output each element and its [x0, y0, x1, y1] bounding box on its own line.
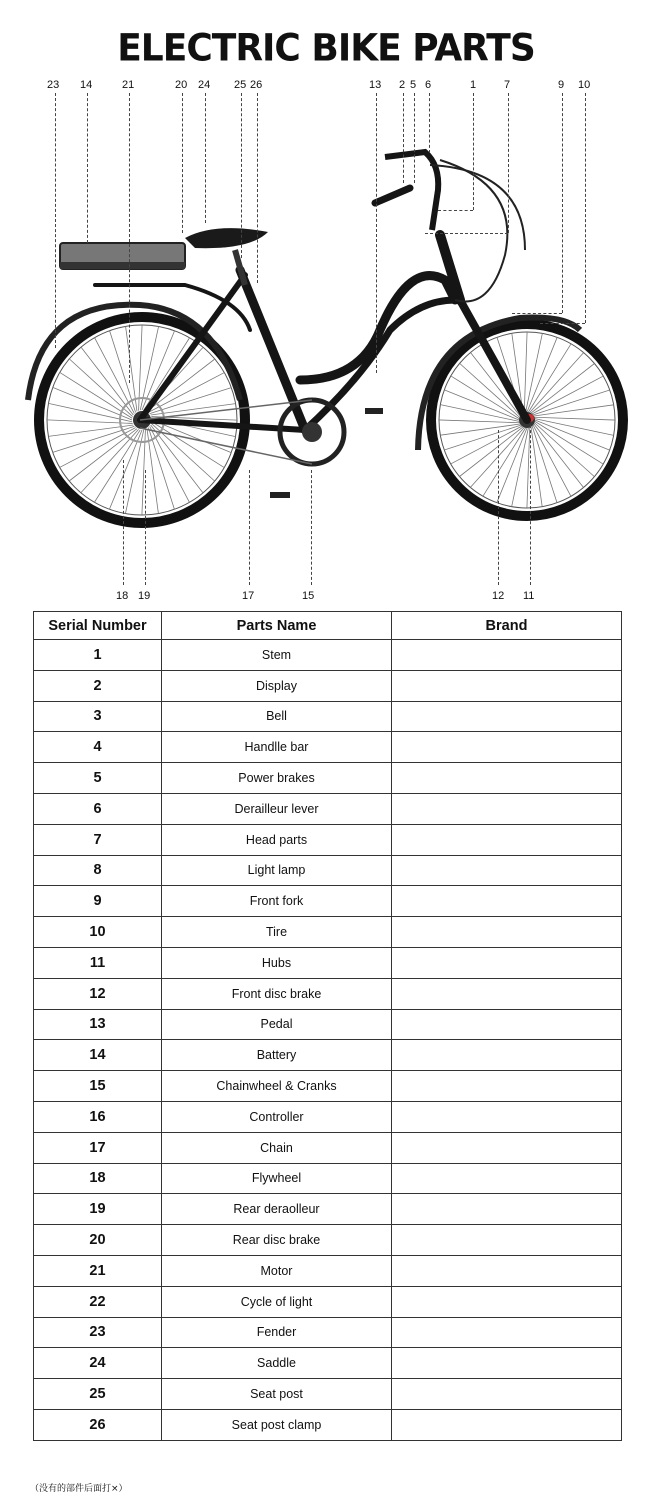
table-row	[34, 978, 622, 1009]
serial-number-cell: 12	[34, 978, 162, 1009]
table-row	[34, 1132, 622, 1163]
table-row	[34, 917, 622, 948]
part-name-cell: Hubs	[162, 947, 392, 978]
table-row	[34, 1101, 622, 1132]
label-24: 24	[198, 79, 211, 91]
brand-cell[interactable]	[392, 732, 622, 763]
label-7: 7	[504, 79, 511, 91]
part-name-cell: Chainwheel & Cranks	[162, 1071, 392, 1102]
table-row	[34, 1317, 622, 1348]
serial-number-cell: 9	[34, 886, 162, 917]
serial-number-cell: 13	[34, 1009, 162, 1040]
page-title: ELECTRIC BIKE PARTS	[117, 26, 535, 71]
table-row	[34, 1163, 622, 1194]
table-row	[34, 793, 622, 824]
table-row	[34, 1409, 622, 1440]
serial-number-cell: 18	[34, 1163, 162, 1194]
serial-number-cell: 10	[34, 917, 162, 948]
table-row	[34, 1009, 622, 1040]
serial-number-cell: 17	[34, 1132, 162, 1163]
serial-number-cell: 11	[34, 947, 162, 978]
serial-number-cell: 8	[34, 855, 162, 886]
part-name-cell: Fender	[162, 1317, 392, 1348]
part-name-cell: Front fork	[162, 886, 392, 917]
serial-number-cell: 1	[34, 640, 162, 671]
table-row	[34, 1379, 622, 1410]
part-name-cell: Tire	[162, 917, 392, 948]
brand-cell[interactable]	[392, 1040, 622, 1071]
part-name-cell: Battery	[162, 1040, 392, 1071]
brand-cell[interactable]	[392, 855, 622, 886]
brand-cell[interactable]	[392, 1132, 622, 1163]
label-25: 25	[234, 79, 247, 91]
serial-number-cell: 7	[34, 824, 162, 855]
label-18: 18	[116, 590, 129, 602]
label-14: 14	[80, 79, 93, 91]
header-brand: Brand	[392, 612, 622, 640]
brand-cell[interactable]	[392, 763, 622, 794]
label-1: 1	[470, 79, 477, 91]
label-5: 5	[410, 79, 417, 91]
label-21: 21	[122, 79, 135, 91]
brand-cell[interactable]	[392, 947, 622, 978]
brand-cell[interactable]	[392, 978, 622, 1009]
part-name-cell: Derailleur lever	[162, 793, 392, 824]
brand-cell[interactable]	[392, 917, 622, 948]
table-row	[34, 1040, 622, 1071]
serial-number-cell: 20	[34, 1225, 162, 1256]
table-header-row	[34, 612, 622, 640]
part-name-cell: Stem	[162, 640, 392, 671]
serial-number-cell: 26	[34, 1409, 162, 1440]
table-row	[34, 1348, 622, 1379]
part-name-cell: Pedal	[162, 1009, 392, 1040]
serial-number-cell: 2	[34, 670, 162, 701]
part-name-cell: Light lamp	[162, 855, 392, 886]
table-row	[34, 640, 622, 671]
part-name-cell: Bell	[162, 701, 392, 732]
brand-cell[interactable]	[392, 1255, 622, 1286]
table-row	[34, 1071, 622, 1102]
table-row	[34, 886, 622, 917]
label-6: 6	[425, 79, 432, 91]
brand-cell[interactable]	[392, 824, 622, 855]
serial-number-cell: 16	[34, 1101, 162, 1132]
brand-cell[interactable]	[392, 1071, 622, 1102]
serial-number-cell: 25	[34, 1379, 162, 1410]
serial-number-cell: 19	[34, 1194, 162, 1225]
brand-cell[interactable]	[392, 1225, 622, 1256]
part-name-cell: Cycle of light	[162, 1286, 392, 1317]
brand-cell[interactable]	[392, 1409, 622, 1440]
label-11: 11	[523, 590, 535, 602]
label-17: 17	[242, 590, 255, 602]
brand-cell[interactable]	[392, 1379, 622, 1410]
table-row	[34, 947, 622, 978]
serial-number-cell: 5	[34, 763, 162, 794]
part-name-cell: Handlle bar	[162, 732, 392, 763]
part-name-cell: Power brakes	[162, 763, 392, 794]
serial-number-cell: 24	[34, 1348, 162, 1379]
brand-cell[interactable]	[392, 793, 622, 824]
serial-number-cell: 23	[34, 1317, 162, 1348]
label-12: 12	[492, 590, 505, 602]
label-2: 2	[399, 79, 406, 91]
table-row	[34, 824, 622, 855]
label-26: 26	[250, 79, 263, 91]
serial-number-cell: 14	[34, 1040, 162, 1071]
table-row	[34, 1286, 622, 1317]
saddle	[185, 228, 268, 248]
bike-diagram	[0, 0, 652, 600]
part-name-cell: Chain	[162, 1132, 392, 1163]
label-10: 10	[578, 79, 591, 91]
serial-number-cell: 6	[34, 793, 162, 824]
table-row	[34, 1225, 622, 1256]
part-name-cell: Motor	[162, 1255, 392, 1286]
label-9: 9	[558, 79, 565, 91]
table-row	[34, 1255, 622, 1286]
footnote: （没有的部件后面打×）	[30, 1484, 128, 1494]
label-20: 20	[175, 79, 188, 91]
part-name-cell: Flywheel	[162, 1163, 392, 1194]
brand-cell[interactable]	[392, 1009, 622, 1040]
label-23: 23	[47, 79, 60, 91]
part-name-cell: Front disc brake	[162, 978, 392, 1009]
table-row	[34, 701, 622, 732]
serial-number-cell: 3	[34, 701, 162, 732]
brand-cell[interactable]	[392, 670, 622, 701]
part-name-cell: Head parts	[162, 824, 392, 855]
table-row	[34, 1194, 622, 1225]
part-name-cell: Seat post	[162, 1379, 392, 1410]
part-name-cell: Seat post clamp	[162, 1409, 392, 1440]
serial-number-cell: 22	[34, 1286, 162, 1317]
table-row	[34, 670, 622, 701]
part-name-cell: Rear deraolleur	[162, 1194, 392, 1225]
serial-number-cell: 4	[34, 732, 162, 763]
table-row	[34, 855, 622, 886]
header-parts-name: Parts Name	[162, 612, 392, 640]
brand-cell[interactable]	[392, 1348, 622, 1379]
parts-table	[33, 611, 622, 1441]
brand-cell[interactable]	[392, 886, 622, 917]
header-serial-number: Serial Number	[34, 612, 162, 640]
brand-cell[interactable]	[392, 1101, 622, 1132]
brand-cell[interactable]	[392, 640, 622, 671]
brand-cell[interactable]	[392, 1194, 622, 1225]
label-15: 15	[302, 590, 315, 602]
part-name-cell: Display	[162, 670, 392, 701]
part-name-cell: Saddle	[162, 1348, 392, 1379]
serial-number-cell: 21	[34, 1255, 162, 1286]
brand-cell[interactable]	[392, 1317, 622, 1348]
label-13: 13	[369, 79, 382, 91]
brand-cell[interactable]	[392, 1286, 622, 1317]
brand-cell[interactable]	[392, 701, 622, 732]
serial-number-cell: 15	[34, 1071, 162, 1102]
part-name-cell: Rear disc brake	[162, 1225, 392, 1256]
table-row	[34, 732, 622, 763]
part-name-cell: Controller	[162, 1101, 392, 1132]
brand-cell[interactable]	[392, 1163, 622, 1194]
label-19: 19	[138, 590, 151, 602]
table-row	[34, 763, 622, 794]
